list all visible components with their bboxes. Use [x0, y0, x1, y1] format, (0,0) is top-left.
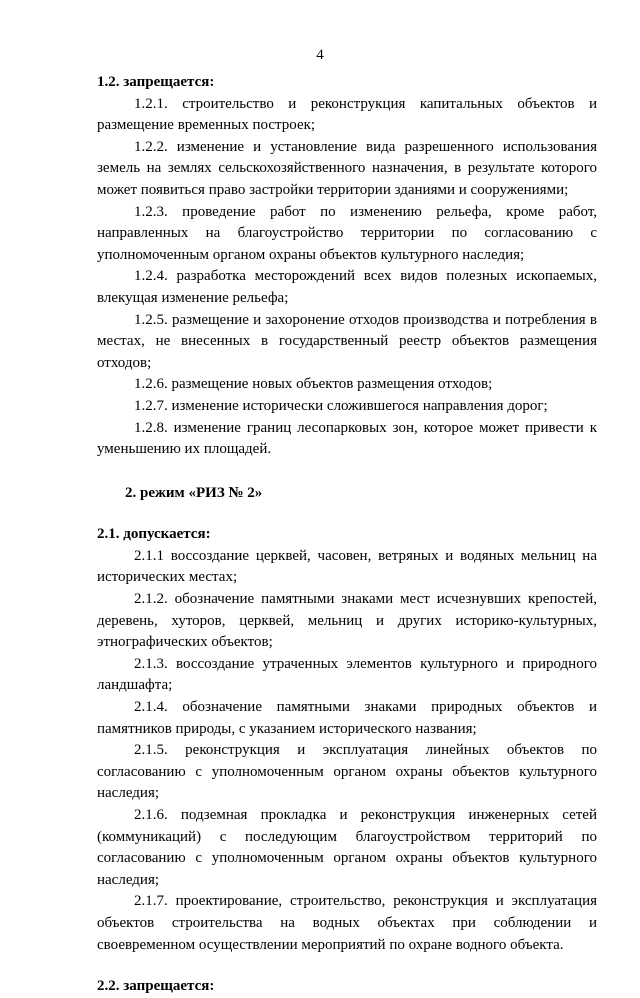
- spacer: [97, 504, 597, 524]
- item-2-1-3: 2.1.3. воссоздание утраченных элементов культурного и природного ландшафта;: [97, 655, 597, 694]
- item-2-1-6: 2.1.6. подземная прокладка и реконструкция инженерных сетей (коммуникаций) с последующим благоустройством территорий по согласованию с уполномоченным органом охраны объектов культурного наследия;: [97, 807, 597, 888]
- section-1-2-heading: 1.2. запрещается:: [97, 74, 215, 90]
- page-number: 4: [316, 47, 324, 63]
- document-body: [97, 72, 597, 998]
- spacer: [97, 461, 597, 483]
- spacer: [97, 956, 597, 976]
- item-1-2-5: 1.2.5. размещение и захоронение отходов производства и потребления в местах, не внесенных в государственный реестр объектов размещения отходов;: [97, 311, 597, 371]
- item-1-2-3: 1.2.3. проведение работ по изменению рельефа, кроме работ, направленных на благоустройство территории по согласованию с уполномоченным органом охраны объектов культурного наследия;: [97, 203, 597, 263]
- item-2-1-4: 2.1.4. обозначение памятными знаками природных объектов и памятников природы, с указанием исторического названия;: [97, 699, 597, 737]
- item-2-1-5: 2.1.5. реконструкция и эксплуатация линейных объектов по согласованию с уполномоченным органом охраны объектов культурного наследия;: [97, 742, 597, 802]
- item-2-1-7: 2.1.7. проектирование, строительство, реконструкция и эксплуатация объектов строительства на водных объектах при соблюдении и своевременном осуществлении мероприятий по охране водного объекта.: [97, 893, 597, 953]
- item-1-2-2: 1.2.2. изменение и установление вида разрешенного использования земель на землях сельскохозяйственного назначения, в результате которого может появиться право застройки территории зданиями и сооружениями;: [97, 138, 597, 198]
- item-1-2-6: 1.2.6. размещение новых объектов размещения отходов;: [134, 376, 493, 393]
- item-1-2-1: 1.2.1. строительство и реконструкция капитальных объектов и размещение временных построек;: [97, 95, 597, 134]
- section-2-1-heading: 2.1. допускается:: [97, 526, 211, 543]
- item-1-2-8: 1.2.8. изменение границ лесопарковых зон, которое может привести к уменьшению их площадей.: [97, 419, 597, 458]
- regime-title: 2. режим «РИЗ № 2»: [125, 484, 263, 501]
- item-1-2-7: 1.2.7. изменение исторически сложившегося направления дорог;: [134, 397, 548, 414]
- item-2-1-1: 2.1.1 воссоздание церквей, часовен, ветряных и водяных мельниц на исторических местах;: [97, 547, 597, 586]
- item-2-1-2: 2.1.2. обозначение памятными знаками мест исчезнувших крепостей, деревень, хуторов, церквей, мельниц и других историко-культурных, этнографических объектов;: [97, 591, 597, 651]
- item-1-2-4: 1.2.4. разработка месторождений всех видов полезных ископаемых, влекущая изменение рельефа;: [97, 268, 597, 306]
- section-2-2-heading: 2.2. запрещается:: [97, 978, 215, 995]
